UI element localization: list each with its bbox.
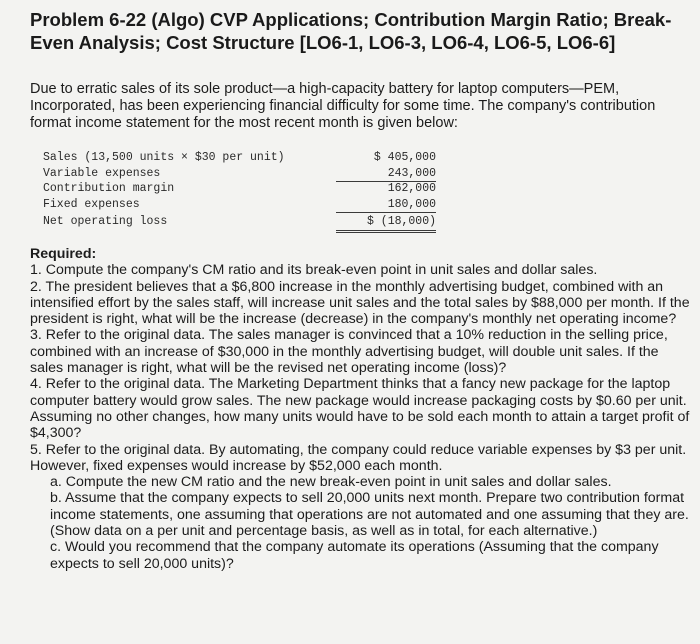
- statement-row-net-operating-loss: [43, 214, 436, 230]
- income-statement: [43, 150, 436, 230]
- intro-paragraph: Due to erratic sales of its sole product—a high-capacity battery for laptop computers—PEM, Incorporated, has been experiencing financial difficulty for some time. The company's contribution format income statement for the most recent month is given below:: [30, 81, 656, 131]
- required-item-5: 5. Refer to the original data. By automating, the company could reduce variable expenses by $3 per unit. However, fixed expenses would increase by $52,000 each month.: [30, 441, 687, 474]
- required-item-3: 3. Refer to the original data. The sales manager is convinced that a 10% reduction in the selling price, combined with an increase of $30,000 in the monthly advertising budget, will double unit sales. If the sales manager is right, what will be the revised net operating income (loss)?: [30, 327, 668, 377]
- required-item-4: 4. Refer to the original data. The Marketing Department thinks that a fancy new package for the laptop computer battery would grow sales. The new package would increase packaging costs by $0.60 per unit. Assuming no other changes, how many units would have to be sold each month to attain a target profit of $4,300?: [30, 376, 690, 442]
- statement-row-variable-expenses: [43, 166, 436, 182]
- statement-row-fixed-expenses: [43, 197, 436, 213]
- required-section: [30, 246, 690, 572]
- statement-label: Fixed expenses: [43, 197, 140, 211]
- statement-label: Net operating loss: [43, 215, 168, 228]
- statement-amount: 162,000: [387, 182, 436, 195]
- statement-label: Sales (13,500 units × $30 per unit): [43, 151, 285, 164]
- required-item-1: 1. Compute the company's CM ratio and its break-even point in unit sales and dollar sales.: [30, 262, 598, 279]
- required-sub-item-a: a. Compute the new CM ratio and the new break-even point in unit sales and dollar sales.: [50, 474, 612, 491]
- required-sub-item-b: b. Assume that the company expects to sell 20,000 units next month. Prepare two contribution format income statements, one assuming that operations are not automated and one assuming that they are. (Show data on a per unit and percentage basis, as well as in total, for each alternative.): [50, 490, 689, 540]
- required-item-2: 2. The president believes that a $6,800 increase in the monthly advertising budget, combined with an intensified effort by the sales staff, will increase unit sales and the total sales by $88,000 per month. If the president is right, what will be the increase (decrease) in the company's monthly net operating income?: [30, 278, 690, 328]
- statement-amount: 180,000: [336, 197, 436, 214]
- required-sub-item-c: c. Would you recommend that the company automate its operations (Assuming that the company expects to sell 20,000 units)?: [50, 539, 659, 572]
- statement-amount: $ 405,000: [373, 151, 436, 164]
- statement-amount: 243,000: [336, 166, 436, 183]
- statement-amount: $ (18,000): [336, 214, 436, 233]
- statement-row-sales: [43, 150, 436, 166]
- problem-title: Problem 6-22 (Algo) CVP Applications; Contribution Margin Ratio; Break-Even Analysis; Cost Structure [LO6-1, LO6-3, LO6-4, LO6-5, LO6-6]: [30, 9, 672, 53]
- statement-label: Variable expenses: [43, 166, 161, 180]
- statement-label: Contribution margin: [43, 182, 175, 195]
- statement-row-contribution-margin: [43, 181, 436, 197]
- required-heading: Required:: [30, 246, 97, 262]
